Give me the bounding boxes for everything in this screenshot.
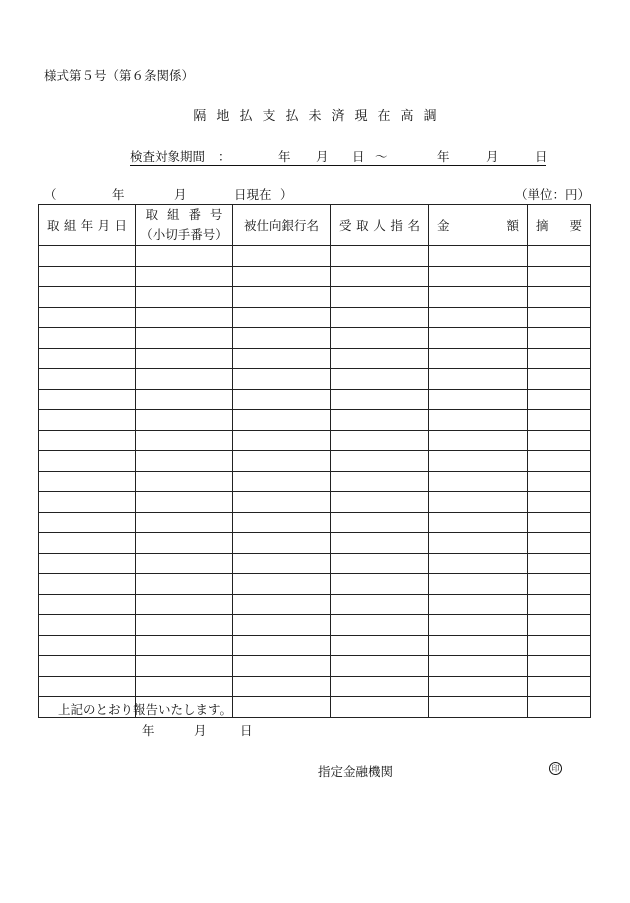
document-title bbox=[0, 105, 630, 124]
title-char: 地 bbox=[216, 109, 230, 124]
table-cell bbox=[429, 246, 528, 267]
header-char: 組 bbox=[63, 218, 77, 233]
table-cell bbox=[136, 574, 233, 595]
header-char: 要 bbox=[569, 218, 582, 233]
table-cell bbox=[136, 266, 233, 287]
header-char: 指 bbox=[390, 218, 403, 233]
table-cell bbox=[136, 369, 233, 390]
table-cell bbox=[233, 676, 331, 697]
col-header-bank bbox=[233, 205, 331, 246]
table-cell bbox=[528, 266, 591, 287]
table-cell bbox=[528, 635, 591, 656]
period-to-month: 月 bbox=[486, 149, 499, 164]
table-cell bbox=[136, 389, 233, 410]
table-cell bbox=[331, 492, 429, 513]
table-cell bbox=[39, 471, 136, 492]
table-cell bbox=[429, 594, 528, 615]
table-cell bbox=[429, 410, 528, 431]
table-cell bbox=[233, 656, 331, 677]
title-char: 調 bbox=[423, 109, 437, 124]
table-cell bbox=[233, 266, 331, 287]
table-cell bbox=[136, 451, 233, 472]
header-char: 名 bbox=[407, 218, 420, 233]
table-cell bbox=[429, 430, 528, 451]
period-colon: ： bbox=[218, 149, 231, 164]
table-cell bbox=[528, 430, 591, 451]
table-cell bbox=[233, 635, 331, 656]
table-row bbox=[39, 287, 591, 308]
table-cell bbox=[429, 615, 528, 636]
table-cell bbox=[39, 451, 136, 472]
table-cell bbox=[233, 307, 331, 328]
table-cell bbox=[233, 615, 331, 636]
table-cell bbox=[39, 307, 136, 328]
table-cell bbox=[528, 512, 591, 533]
table-cell bbox=[136, 492, 233, 513]
as-of-month: 月 bbox=[174, 187, 187, 202]
period-from-day: 日 bbox=[352, 149, 365, 164]
header-char: 人 bbox=[373, 218, 386, 233]
table-cell bbox=[136, 553, 233, 574]
period-from-year: 年 bbox=[278, 149, 291, 164]
table-cell bbox=[136, 348, 233, 369]
table-cell bbox=[136, 615, 233, 636]
table-row bbox=[39, 348, 591, 369]
col-header-check-number: （小切手番号） bbox=[140, 227, 228, 242]
unit-label: （単位：円） bbox=[514, 187, 590, 202]
table-cell bbox=[233, 246, 331, 267]
table-cell bbox=[528, 697, 591, 718]
table-cell bbox=[39, 615, 136, 636]
table-cell bbox=[429, 492, 528, 513]
table-cell bbox=[39, 492, 136, 513]
title-char: 支 bbox=[262, 109, 276, 124]
table-cell bbox=[331, 307, 429, 328]
period-tilde: ～ bbox=[375, 149, 388, 164]
table-cell bbox=[331, 594, 429, 615]
table-cell bbox=[429, 656, 528, 677]
col-header-payee bbox=[331, 205, 429, 246]
table-cell bbox=[233, 512, 331, 533]
table-cell bbox=[528, 307, 591, 328]
header-char: 額 bbox=[506, 218, 519, 233]
form-number: 様式第５号（第６条関係） bbox=[44, 68, 195, 83]
table-cell bbox=[528, 615, 591, 636]
col-header-bank-label: 被仕向銀行名 bbox=[243, 218, 319, 233]
table-cell bbox=[39, 266, 136, 287]
col-header-amount bbox=[429, 205, 528, 246]
table-cell bbox=[136, 287, 233, 308]
report-statement: 上記のとおり報告いたします。 bbox=[58, 702, 233, 717]
as-of-year: 年 bbox=[112, 187, 125, 202]
table-cell bbox=[331, 533, 429, 554]
header-char: 日 bbox=[114, 218, 127, 233]
table-row bbox=[39, 676, 591, 697]
as-of-day: 日現在 bbox=[234, 187, 272, 202]
as-of-line bbox=[44, 185, 590, 203]
table-cell bbox=[429, 307, 528, 328]
table-row bbox=[39, 410, 591, 431]
header-char: 組 bbox=[167, 207, 180, 222]
table-row bbox=[39, 389, 591, 410]
table-cell bbox=[233, 328, 331, 349]
table-cell bbox=[331, 430, 429, 451]
table-row bbox=[39, 307, 591, 328]
table-cell bbox=[331, 266, 429, 287]
table-cell bbox=[429, 389, 528, 410]
table-cell bbox=[429, 533, 528, 554]
table-cell bbox=[528, 389, 591, 410]
table-cell bbox=[429, 553, 528, 574]
table-cell bbox=[39, 348, 136, 369]
ledger-table bbox=[38, 204, 591, 718]
table-cell bbox=[39, 410, 136, 431]
title-char: 在 bbox=[377, 109, 391, 124]
table-cell bbox=[331, 348, 429, 369]
report-date bbox=[142, 721, 262, 739]
table-cell bbox=[528, 492, 591, 513]
table-row bbox=[39, 574, 591, 595]
table-row bbox=[39, 451, 591, 472]
table-cell bbox=[136, 594, 233, 615]
table-cell bbox=[39, 389, 136, 410]
table-cell bbox=[136, 307, 233, 328]
table-cell bbox=[39, 594, 136, 615]
table-cell bbox=[39, 635, 136, 656]
table-cell bbox=[233, 430, 331, 451]
table-cell bbox=[136, 410, 233, 431]
table-cell bbox=[233, 553, 331, 574]
table-cell bbox=[528, 328, 591, 349]
table-cell bbox=[39, 512, 136, 533]
table-cell bbox=[39, 574, 136, 595]
header-char: 号 bbox=[209, 207, 223, 222]
table-cell bbox=[233, 492, 331, 513]
table-cell bbox=[528, 471, 591, 492]
table-cell bbox=[528, 451, 591, 472]
as-of-close-paren: ） bbox=[280, 187, 293, 202]
table-cell bbox=[528, 656, 591, 677]
table-cell bbox=[331, 451, 429, 472]
table-cell bbox=[331, 369, 429, 390]
header-char: 年 bbox=[80, 218, 94, 233]
table-cell bbox=[233, 594, 331, 615]
table-cell bbox=[331, 553, 429, 574]
table-cell bbox=[39, 533, 136, 554]
header-char: 番 bbox=[188, 207, 201, 222]
table-cell bbox=[528, 246, 591, 267]
header-char: 受 bbox=[339, 218, 352, 233]
table-cell bbox=[429, 697, 528, 718]
table-cell bbox=[429, 369, 528, 390]
table-cell bbox=[429, 348, 528, 369]
report-day: 日 bbox=[240, 723, 253, 738]
header-char: 月 bbox=[97, 218, 111, 233]
col-header-date bbox=[39, 205, 136, 246]
table-cell bbox=[136, 471, 233, 492]
table-cell bbox=[331, 410, 429, 431]
table-cell bbox=[233, 369, 331, 390]
table-cell bbox=[331, 635, 429, 656]
table-row bbox=[39, 594, 591, 615]
table-row bbox=[39, 615, 591, 636]
table-cell bbox=[136, 676, 233, 697]
table-cell bbox=[136, 328, 233, 349]
title-char: 現 bbox=[354, 109, 368, 124]
table-cell bbox=[136, 246, 233, 267]
table-cell bbox=[233, 471, 331, 492]
header-char: 金 bbox=[437, 218, 450, 233]
table-cell bbox=[528, 574, 591, 595]
table-cell bbox=[39, 676, 136, 697]
table-row bbox=[39, 512, 591, 533]
title-char: 隔 bbox=[193, 109, 207, 124]
title-char: 払 bbox=[239, 109, 253, 124]
header-char: 摘 bbox=[536, 218, 549, 233]
report-month: 月 bbox=[194, 723, 207, 738]
table-cell bbox=[528, 369, 591, 390]
seal-mark: 印 bbox=[549, 762, 562, 775]
title-char: 済 bbox=[331, 109, 345, 124]
table-cell bbox=[39, 553, 136, 574]
title-char: 払 bbox=[285, 109, 299, 124]
table-cell bbox=[233, 287, 331, 308]
table-row bbox=[39, 553, 591, 574]
table-cell bbox=[331, 246, 429, 267]
table-cell bbox=[528, 410, 591, 431]
table-cell bbox=[429, 471, 528, 492]
table-cell bbox=[233, 389, 331, 410]
table-cell bbox=[429, 266, 528, 287]
table-cell bbox=[39, 430, 136, 451]
as-of-open-paren: （ bbox=[44, 187, 57, 202]
period-label: 検査対象期間 bbox=[130, 149, 206, 164]
table-row bbox=[39, 471, 591, 492]
table-row bbox=[39, 430, 591, 451]
table-row bbox=[39, 635, 591, 656]
table-cell bbox=[331, 328, 429, 349]
table-cell bbox=[233, 574, 331, 595]
table-cell bbox=[429, 287, 528, 308]
title-char: 未 bbox=[308, 109, 322, 124]
table-cell bbox=[429, 451, 528, 472]
table-cell bbox=[331, 512, 429, 533]
table-cell bbox=[136, 533, 233, 554]
table-cell bbox=[429, 635, 528, 656]
period-to-day: 日 bbox=[535, 149, 548, 164]
col-header-remarks bbox=[528, 205, 591, 246]
table-cell bbox=[528, 594, 591, 615]
header-char: 取 bbox=[47, 218, 60, 233]
table-cell bbox=[429, 574, 528, 595]
table-row bbox=[39, 492, 591, 513]
table-header-row bbox=[39, 205, 591, 246]
col-header-number bbox=[136, 205, 233, 246]
table-cell bbox=[331, 697, 429, 718]
table-cell bbox=[331, 615, 429, 636]
table-cell bbox=[136, 430, 233, 451]
table-cell bbox=[331, 574, 429, 595]
table-row bbox=[39, 656, 591, 677]
table-cell bbox=[136, 512, 233, 533]
table-cell bbox=[331, 287, 429, 308]
table-row bbox=[39, 328, 591, 349]
table-cell bbox=[233, 410, 331, 431]
table-cell bbox=[528, 676, 591, 697]
table-cell bbox=[528, 348, 591, 369]
table-cell bbox=[39, 246, 136, 267]
table-cell bbox=[39, 369, 136, 390]
title-char: 高 bbox=[400, 109, 414, 124]
table-cell bbox=[429, 328, 528, 349]
table-cell bbox=[136, 656, 233, 677]
table-cell bbox=[39, 656, 136, 677]
table-cell bbox=[233, 697, 331, 718]
table-cell bbox=[331, 389, 429, 410]
table-cell bbox=[429, 512, 528, 533]
designated-institution-label: 指定金融機関 bbox=[318, 764, 394, 779]
period-from-month: 月 bbox=[316, 149, 329, 164]
table-cell bbox=[136, 635, 233, 656]
inspection-period bbox=[130, 147, 546, 166]
table-row bbox=[39, 369, 591, 390]
table-row bbox=[39, 246, 591, 267]
table-cell bbox=[429, 676, 528, 697]
table-cell bbox=[528, 553, 591, 574]
table-cell bbox=[331, 471, 429, 492]
table-cell bbox=[233, 533, 331, 554]
table-cell bbox=[331, 676, 429, 697]
table-row bbox=[39, 533, 591, 554]
table-cell bbox=[233, 348, 331, 369]
table-cell bbox=[528, 533, 591, 554]
table-cell bbox=[233, 451, 331, 472]
period-to-year: 年 bbox=[437, 149, 450, 164]
table-cell bbox=[39, 287, 136, 308]
report-year: 年 bbox=[142, 723, 155, 738]
table-cell bbox=[528, 287, 591, 308]
table-cell bbox=[39, 328, 136, 349]
table-cell bbox=[331, 656, 429, 677]
header-char: 取 bbox=[145, 207, 159, 222]
table-row bbox=[39, 266, 591, 287]
header-char: 取 bbox=[356, 218, 369, 233]
